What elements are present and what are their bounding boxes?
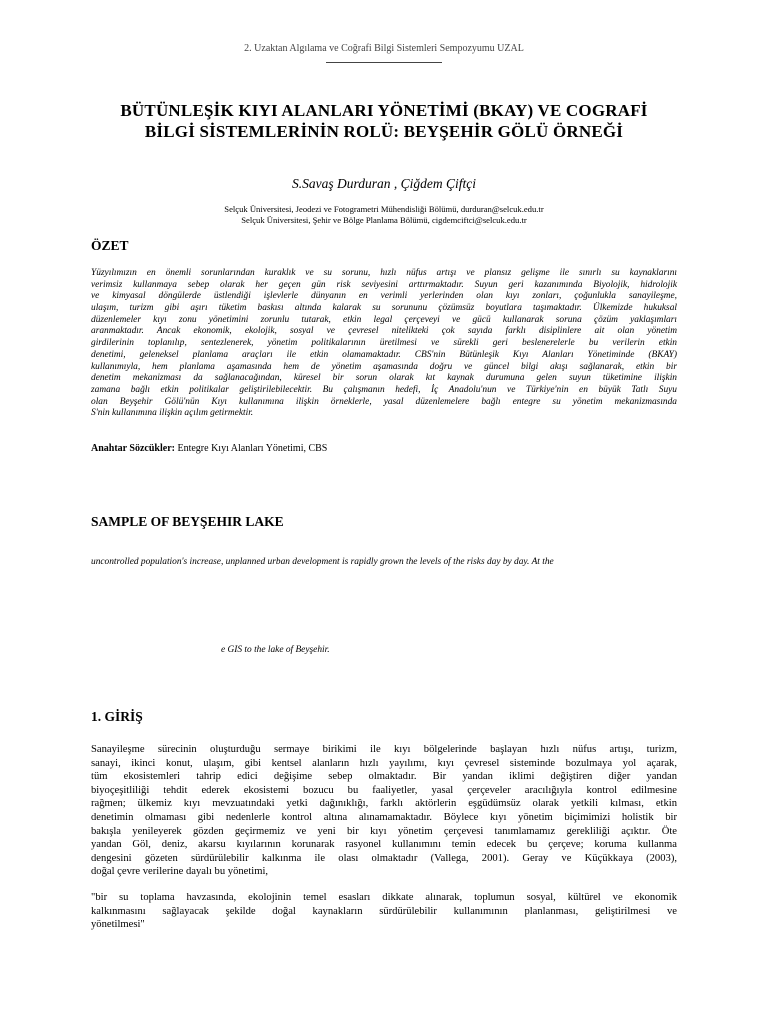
giris-line: bakışla yenileyerek gözden geçirmemiz ve yeni bir kıyı yönetim çerçevesi tanımlamamız gerekliliği açıktır. Öte	[91, 825, 677, 837]
ozet-abstract	[91, 268, 677, 420]
giris-line: biyoçeşitliliği tehdit ederek ekosistemi bozucu bu faaliyetler, yasal çerçeveler aracılığıyla kontrol edilmesine	[91, 784, 677, 796]
authors: S.Savaş Durduran , Çiğdem Çiftçi	[292, 176, 476, 191]
giris-line: rağmen; ülkemiz kıyı mevzuatındaki yetki dağınıklığı, farklı aktörlerin eşgüdümsüz olarak yetkili kılması, etkin	[91, 798, 677, 810]
english-abstract-line-1: uncontrolled population's increase, unplanned urban development is rapidly grown the levels of the risks day by day. At the	[91, 557, 554, 567]
giris-line: Sanayileşme sürecinin oluşturduğu sermaye birikimi ile kıyı bölgelerinde başlayan hızlı nüfus artışı, turizm,	[91, 744, 677, 755]
giris-line: dengesini gözeten sürdürülebilir kalkınma ile olası olmaktadır (Vallega, 2001). Geray ve Küçükkaya (2003),	[91, 852, 677, 864]
ozet-line: ve kimyasal döngülerde üstlendiği işlevlerle dünyanın en verimli yerlerinden olan kıyı zonları, çoğunlukla sanayileşme,	[91, 291, 677, 302]
giris-heading: 1. GİRİŞ	[91, 709, 143, 724]
ozet-line: girdilerinin toplanılıp, sentezlenerek, yönetim politikalarının üretilmesi ve sürekli geri beslenerelerle bu verilerin etkin	[91, 338, 677, 349]
keywords-value: Entegre Kıyı Alanları Yönetimi, CBS	[174, 443, 328, 454]
quote-line: yönetilmesi"	[91, 919, 145, 931]
giris-line: tüm ekosistemleri tahrip edici değişime sebep olmaktadır. Bir yandan iklimi değiştiren diğer yandan	[91, 771, 677, 783]
affiliation-1: Selçuk Üniversitesi, Jeodezi ve Fotogrametri Mühendisliği Bölümü, durduran@selcuk.edu.tr	[224, 204, 544, 214]
ozet-line: olan Beyşehir Gölü'nün Kıyı kullanımına ilişkin örneklerle, yasal düzenlemelere bağlı entegre su yönetim mekanizmasında	[91, 396, 677, 407]
ozet-line: denetim mekanizması da sağlanacağından, küresel bir sorun olarak kıt kaynak durumuna gelen suyun tüketimine ilişkin	[91, 373, 677, 384]
english-abstract-line-2: e GIS to the lake of Beyşehir.	[221, 645, 330, 655]
giris-line: sanayi, ikinci konut, ulaşım, gibi kentsel alanların hızlı yayılımı, kıyı çevresel sisteminde bozulmaya yol açarak,	[91, 757, 677, 769]
english-abstract-heading: SAMPLE OF BEYŞEHIR LAKE	[91, 514, 284, 529]
ozet-line: verimsiz kullanmaya sebep olarak her geçen gün risk seviyesini arttırmaktadır. Suyun geri kazanımında Biyolojik, hidrolojik	[91, 279, 677, 290]
ozet-line: kullanımıyla, hem planlama aşamasında hem de yönetim aşamasında doğru ve güncel bilgi akışı sağlanarak, etkin bir	[91, 361, 677, 372]
paper-title-line-1: BÜTÜNLEŞİK KIYI ALANLARI YÖNETİMİ (BKAY) VE COGRAFİ	[120, 101, 648, 120]
ozet-line: denetimi, geleneksel planlama araçları ile etkin olamamaktadır. CBS'nin Bütünleşik Kıyı Alanları Yönetiminde (BKAY)	[91, 349, 677, 360]
paper-title-line-2: BİLGİ SİSTEMLERİNİN ROLÜ: BEYŞEHİR GÖLÜ ÖRNEĞİ	[144, 122, 624, 141]
ozet-line: düzenlemeler kıyı zonu yönetimini zorunlu tutarak, etkin legal çerçeveyi ve gücü kullanarak soruna çözüm yaklaşımları	[91, 314, 677, 325]
header-rule	[326, 62, 442, 63]
quote-line: kalkınmasını sağlayacak şekilde doğal kaynakların sürdürülebilir kullanımının planlanması, geliştirilmesi ve	[91, 905, 677, 917]
running-head: 2. Uzaktan Algılama ve Coğrafi Bilgi Sistemleri Sempozyumu UZAL	[244, 43, 524, 54]
ozet-line: ulaşım, turizm gibi aşırı tüketim baskısı altında kalarak su sorununu çözümsüz boyutlara taşımaktadır. Ülkemizde hukuksal	[91, 303, 677, 314]
keywords-label: Anahtar Sözcükler:	[91, 443, 175, 454]
ozet-heading: ÖZET	[91, 238, 129, 253]
quote-line: "bir su toplama havzasında, ekolojinin temel esasları dikkate alınarak, toplumun sosyal, kültürel ve ekonomik	[91, 892, 677, 903]
giris-quote	[91, 891, 677, 932]
giris-line: denetimin olmaması gibi nedenlerle kontrol altına alınamamaktadır. Böylece kıyı yönetim biçimimizi holistik bir	[91, 811, 677, 823]
giris-line: yandan Göl, deniz, akarsu kıyılarının korunarak rasyonel kullanımını temin edecek bu çerçeve; koruma kullanma	[91, 839, 677, 851]
keywords	[91, 443, 327, 454]
ozet-line: Yüzyılımızın en önemli sorunlarından kuraklık ve su sorunu, hızlı nüfus artışı ve plansız gelişme ile sınırlı su kaynaklarını	[91, 268, 677, 278]
ozet-line: S'nin kullanımına ilişkin açılım getirmektir.	[91, 408, 254, 419]
affiliation-2: Selçuk Üniversitesi, Şehir ve Bölge Planlama Bölümü, cigdemciftci@selcuk.edu.tr	[241, 215, 527, 225]
ozet-line: zamana bağlı etkin politikalar geliştirilebilecektir. Bu çalışmanın hedefi, İç Anadolu'nun ve Türkiye'nin en büyük Tatlı Suyu	[91, 384, 677, 395]
giris-paragraph	[91, 743, 677, 879]
giris-line: doğal çevre verilerine dayalı bu yönetimi,	[91, 866, 269, 878]
ozet-line: aranmaktadır. Ancak ekonomik, ekolojik, sosyal ve çevresel nitelikteki çok sayıda farklı disiplinlere ait olan yönetim	[91, 326, 677, 337]
